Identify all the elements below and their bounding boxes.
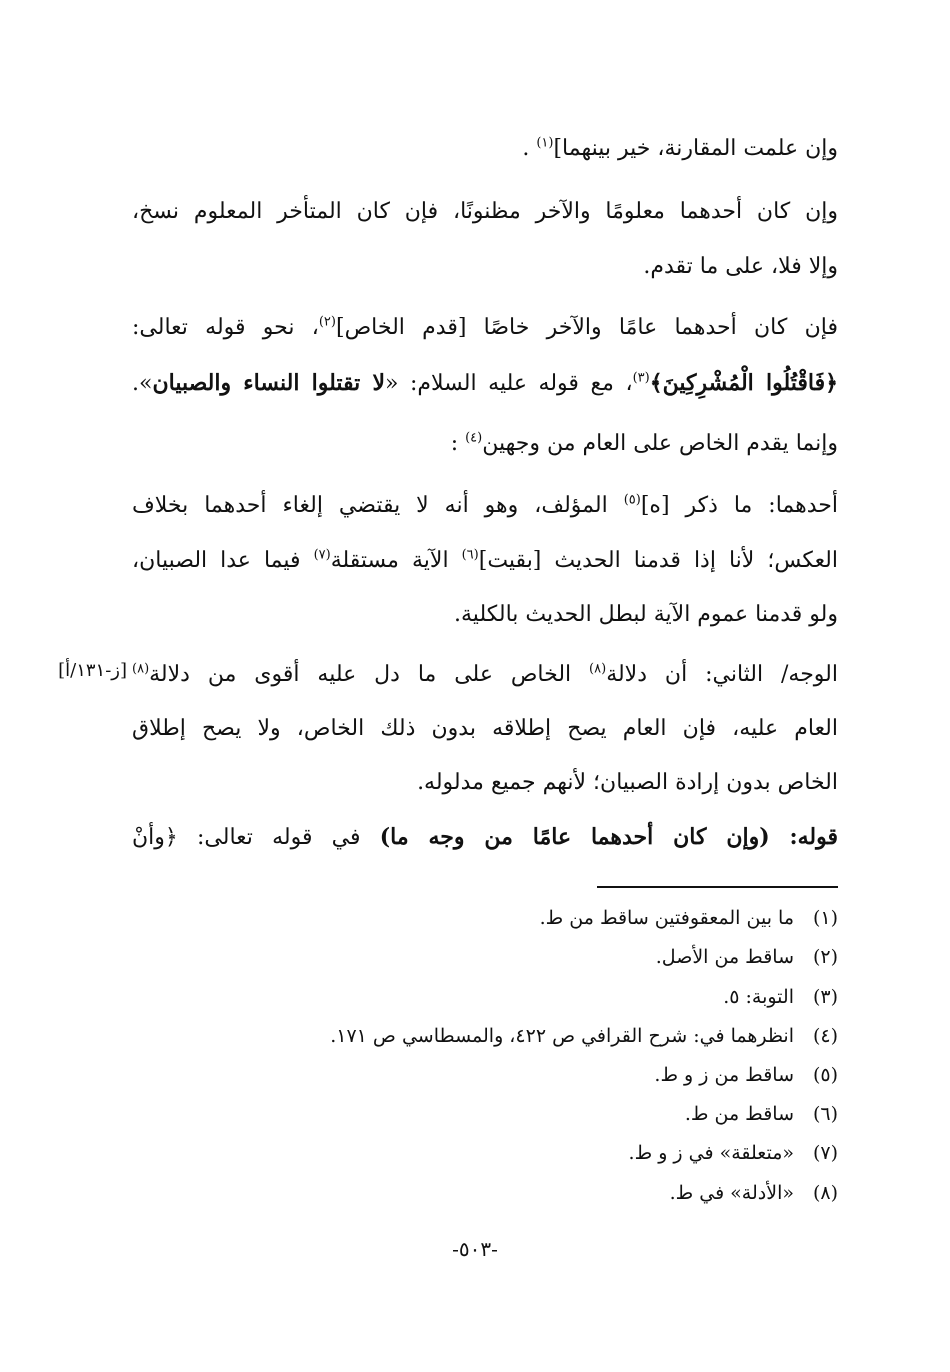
line-5-text-c: ». — [132, 371, 153, 396]
text-line-5 — [132, 368, 838, 399]
footnote-2 — [656, 944, 838, 970]
line-6-text-a: وإنما يقدم الخاص على العام من وجهين — [482, 431, 838, 456]
line-10-text-b: الخاص على ما دل عليه أقوى من دلالة — [149, 662, 590, 687]
text-line-12 — [417, 768, 838, 798]
line-8-text-b: الآية مستقلة — [330, 548, 462, 573]
footnote-1 — [540, 905, 838, 931]
footnote-8 — [670, 1180, 838, 1206]
line-7-text-b: المؤلف، وهو أنه لا يقتضي إلغاء أحدهما بخلاف — [132, 493, 624, 518]
footnote-7 — [629, 1140, 838, 1166]
footnote-6 — [685, 1101, 838, 1127]
line-8-text-a: العكس؛ لأنا إذا قدمنا الحديث [بقيت] — [478, 548, 838, 573]
footnote-text: ما بين المعقوفتين ساقط من ط. — [539, 907, 794, 929]
line-10-text-a: الوجه/ الثاني: أن دلالة — [606, 662, 838, 687]
footnote-text: ساقط من الأصل. — [655, 946, 794, 968]
text-line-13 — [132, 822, 838, 853]
footnote-text: «متعلقة» في ز و ط. — [628, 1142, 794, 1164]
footnote-ref-5: (٥) — [623, 492, 641, 508]
manuscript-margin-ref: [ز-١٣١/أ] — [58, 660, 127, 681]
footnote-number: (٧) — [812, 1142, 838, 1164]
line-2-text: وإن كان أحدهما معلومًا والآخر مظنونًا، فإن كان المتأخر المعلوم نسخ، — [132, 199, 838, 224]
text-line-2 — [132, 197, 838, 227]
line-6-text-b: : — [450, 431, 466, 456]
line-5-text-b: ، مع قوله عليه السلام: « — [385, 371, 633, 396]
line-7-text-a: أحدهما: ما ذكر [ه] — [640, 493, 839, 518]
footnote-ref-8: (٨) — [589, 661, 607, 677]
footnote-4 — [330, 1023, 838, 1049]
footnote-number: (٤) — [812, 1025, 838, 1047]
line-1-end: . — [522, 136, 537, 161]
line-4-text-b: ، نحو قوله تعالى: — [132, 315, 319, 340]
line-13-heading: قوله: (وإن كان أحدهما عامًا من وجه ما) — [379, 824, 839, 850]
footnote-ref-4: (٤) — [465, 430, 483, 446]
footnote-3 — [723, 984, 838, 1010]
footnote-ref-1: (١) — [536, 135, 554, 151]
text-line-6 — [451, 429, 838, 459]
footnote-number: (٢) — [812, 946, 838, 968]
text-line-1 — [522, 134, 838, 164]
text-line-8 — [132, 546, 838, 576]
footnote-text: التوبة: ٥. — [723, 986, 794, 1008]
footnote-number: (٣) — [812, 986, 838, 1008]
footnote-5 — [654, 1062, 838, 1088]
footnote-text: انظرهما في: شرح القرافي ص ٤٢٢، والمسطاسي ص ١٧١. — [330, 1025, 794, 1047]
line-11-text: العام عليه، فإن العام يصح إطلاقه بدون ذلك الخاص، ولا يصح إطلاق — [132, 716, 839, 741]
footnote-text: ساقط من ط. — [684, 1103, 794, 1125]
text-line-9 — [454, 600, 838, 630]
footnote-text: «الأدلة» في ط. — [669, 1182, 794, 1204]
footnote-ref-6: (٦) — [461, 547, 479, 563]
footnote-number: (٥) — [812, 1064, 838, 1086]
line-9-text: ولو قدمنا عموم الآية لبطل الحديث بالكلية. — [454, 602, 838, 627]
page-number: -٥٠٣- — [452, 1237, 498, 1261]
text-line-3 — [643, 252, 838, 282]
text-line-10 — [132, 660, 838, 690]
line-4-text-a: فإن كان أحدهما عامًا والآخر خاصًا [قدم الخاص] — [335, 315, 838, 340]
line-12-text: الخاص بدون إرادة الصبيان؛ لأنهم جميع مدلوله. — [417, 770, 838, 795]
footnote-ref-2: (٢) — [318, 314, 336, 330]
footnote-ref-3: (٣) — [632, 370, 650, 386]
line-1-text: وإن علمت المقارنة، خير بينهما] — [553, 136, 838, 161]
footnote-number: (١) — [812, 907, 838, 929]
footnote-divider — [597, 886, 838, 888]
text-line-11 — [132, 714, 838, 744]
text-line-7 — [132, 491, 838, 521]
quran-verse: ﴿فَاقْتُلُوا الْمُشْرِكِينَ﴾ — [649, 370, 838, 396]
text-line-4 — [132, 313, 838, 343]
footnote-ref-7: (٧) — [313, 547, 331, 563]
footnote-number: (٨) — [812, 1182, 838, 1204]
line-3-text: وإلا فلا، على ما تقدم. — [643, 254, 838, 279]
line-13-text: في قوله تعالى: ﴿وأنْ — [132, 825, 380, 850]
footnote-number: (٦) — [812, 1103, 838, 1125]
hadith-text: لا تقتلوا النساء والصبيان — [152, 370, 386, 396]
footnote-text: ساقط من ز و ط. — [654, 1064, 794, 1086]
line-8-text-c: فيما عدا الصبيان، — [132, 548, 314, 573]
footnote-ref-8b: (٨) — [132, 661, 150, 677]
